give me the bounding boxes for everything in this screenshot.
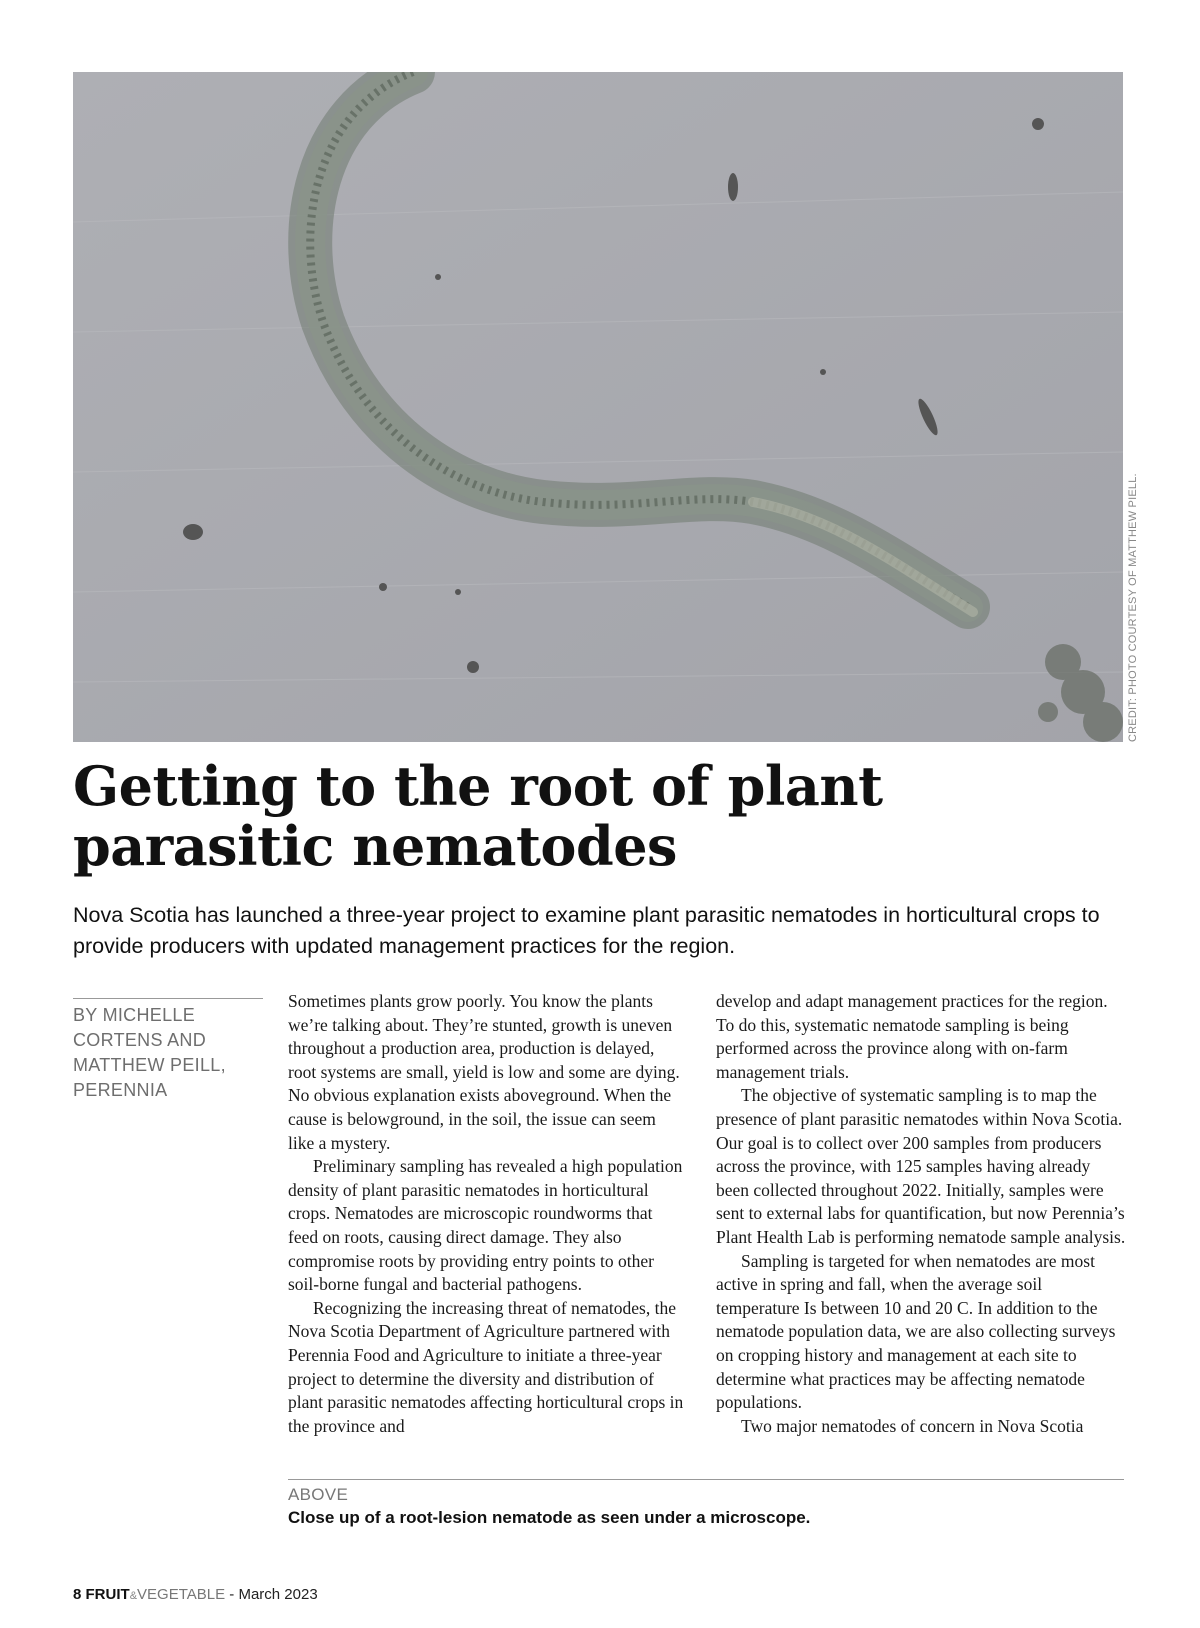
paragraph: develop and adapt management practices for the region. To do this, systematic nematode sampling is being performed across the province along with on-farm management trials. (716, 991, 1108, 1082)
paragraph: Recognizing the increasing threat of nematodes, the Nova Scotia Department of Agriculture partnered with Perennia Food and Agriculture to initiate a three-year project to determine the diversity and distribution of plant parasitic nematodes affecting horticultural crops in the province and (288, 1297, 684, 1436)
page-footer (73, 1586, 318, 1603)
article-headline: Getting to the root of plant parasitic nematodes (73, 754, 883, 878)
photo-credit: CREDIT: PHOTO COURTESY OF MATTHEW PIELL. (1127, 473, 1139, 742)
byline-divider (73, 998, 263, 999)
issue-date: - March 2023 (225, 1586, 318, 1603)
brand-ampersand: & (129, 1590, 138, 1602)
caption-divider (288, 1479, 1124, 1480)
nematode-photo (73, 72, 1123, 742)
paragraph: Preliminary sampling has revealed a high population density of plant parasitic nematodes in horticultural crops. Nematodes are microscopic roundworms that feed on roots, causing direct damage. They also compromise roots by providing entry points to other soil-borne fungal and bacterial pathogens. (288, 1156, 683, 1295)
paragraph: The objective of systematic sampling is to map the presence of plant parasitic nematodes within Nova Scotia. Our goal is to collect over 200 samples from producers across the province, with 125 samples having already been collected throughout 2022. Initially, samples were sent to external labs for quantification, but now Perennia’s Plant Health Lab is performing nematode sample analysis. (716, 1085, 1126, 1247)
brand-vegetable: VEGETABLE (137, 1586, 226, 1603)
nematode-microscope-icon (73, 72, 1123, 742)
page-number: 8 (73, 1586, 82, 1603)
paragraph: Sometimes plants grow poorly. You know the plants we’re talking about. They’re stunted, growth is uneven throughout a production area, production is delayed, root systems are small, yield is low and some are dying. No obvious explanation exists aboveground. When the cause is belowground, in the soil, the issue can seem like a mystery. (288, 991, 680, 1153)
article-byline: BY MICHELLE CORTENS AND MATTHEW PEILL, PERENNIA (73, 1005, 226, 1100)
caption-label: ABOVE (288, 1485, 349, 1504)
article-deck: Nova Scotia has launched a three-year project to examine plant parasitic nematodes in horticultural crops to provide producers with updated management practices for the region. (73, 903, 1100, 958)
paragraph: Sampling is targeted for when nematodes are most active in spring and fall, when the average soil temperature Is between 10 and 20 C. In addition to the nematode population data, we are also collecting surveys on cropping history and management at each site to determine what practices may be affecting nematode populations. (716, 1250, 1116, 1413)
body-column-1 (288, 990, 686, 1438)
brand-fruit: FRUIT (85, 1586, 130, 1603)
paragraph: Two major nematodes of concern in Nova Scotia (741, 1415, 1084, 1436)
caption-text: Close up of a root-lesion nematode as seen under a microscope. (288, 1508, 811, 1527)
body-column-2 (716, 990, 1126, 1438)
